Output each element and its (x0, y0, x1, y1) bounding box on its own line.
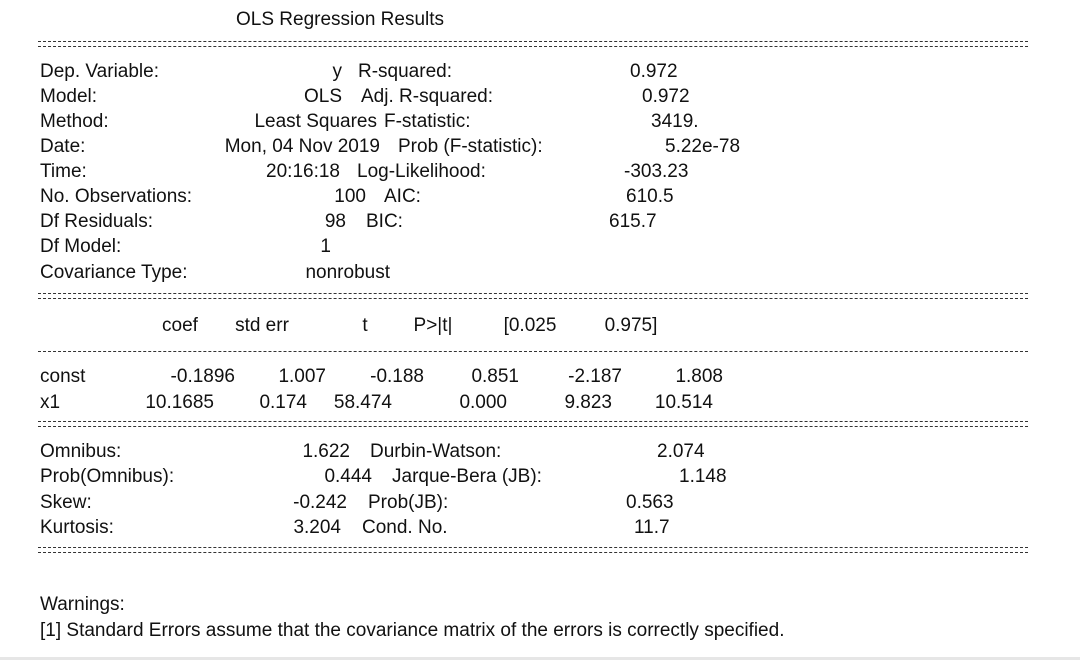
coef-col-header: 0.975] (604, 315, 658, 336)
coef-cell: 9.823 (564, 392, 612, 413)
divider (38, 41, 1028, 47)
header-left-value: y (332, 61, 342, 82)
diag-right-label: Durbin-Watson: (370, 441, 502, 462)
diag-right-value: 2.074 (657, 441, 705, 462)
diag-right-value: 1.148 (679, 466, 727, 487)
header-right-label: Prob (F-statistic): (398, 136, 543, 157)
header-left-label: Model: (40, 86, 98, 107)
header-left-label: Df Residuals: (40, 211, 153, 232)
coef-cell: 1.808 (675, 366, 723, 387)
diag-left-label: Skew: (40, 492, 92, 513)
header-right-value: 615.7 (609, 211, 657, 232)
coef-col-header: std err (235, 315, 289, 336)
warning-item: [1] Standard Errors assume that the covariance matrix of the errors is correctly specified. (40, 620, 785, 641)
header-right-label: Adj. R-squared: (361, 86, 494, 107)
coef-cell: 58.474 (333, 392, 392, 413)
divider (38, 421, 1028, 427)
diag-left-label: Prob(Omnibus): (40, 466, 175, 487)
header-left-value: Least Squares (254, 111, 377, 132)
header-left-label: Covariance Type: (40, 262, 188, 283)
header-right-label: BIC: (366, 211, 403, 232)
coef-row-name: const (40, 366, 86, 387)
header-right-label: R-squared: (358, 61, 452, 82)
diag-left-value: 0.444 (324, 466, 372, 487)
header-right-value: 3419. (651, 111, 699, 132)
header-right-label: F-statistic: (384, 111, 471, 132)
header-left-label: No. Observations: (40, 186, 193, 207)
header-left-value: 100 (334, 186, 366, 207)
header-right-label: AIC: (384, 186, 421, 207)
coef-cell: 10.1685 (145, 392, 214, 413)
coef-col-header: [0.025 (503, 315, 557, 336)
header-left-value: 98 (324, 211, 346, 232)
coef-cell: -0.188 (370, 366, 424, 387)
header-right-value: 5.22e-78 (665, 136, 741, 157)
divider (38, 293, 1028, 299)
coef-col-header: coef (162, 315, 198, 336)
diag-right-label: Prob(JB): (368, 492, 449, 513)
header-right-value: 610.5 (626, 186, 674, 207)
diag-left-value: 3.204 (293, 517, 341, 538)
diag-left-value: -0.242 (293, 492, 347, 513)
coef-col-header: P>|t| (413, 315, 453, 336)
header-left-value: 1 (320, 236, 331, 257)
header-left-label: Df Model: (40, 236, 122, 257)
page-title: OLS Regression Results (236, 9, 445, 30)
divider (38, 351, 1028, 352)
diag-left-value: 1.622 (302, 441, 350, 462)
diag-right-label: Cond. No. (362, 517, 448, 538)
header-left-label: Date: (40, 136, 86, 157)
header-right-value: -303.23 (624, 161, 689, 182)
diag-right-value: 0.563 (626, 492, 674, 513)
coef-cell: 0.851 (471, 366, 519, 387)
diag-right-label: Jarque-Bera (JB): (392, 466, 542, 487)
header-right-label: Log-Likelihood: (357, 161, 486, 182)
header-left-label: Method: (40, 111, 109, 132)
diag-right-value: 11.7 (634, 517, 670, 538)
coef-cell: 0.000 (459, 392, 507, 413)
header-left-value: 20:16:18 (266, 161, 340, 182)
header-left-value: Mon, 04 Nov 2019 (224, 136, 380, 157)
coef-cell: 10.514 (654, 392, 713, 413)
header-left-label: Time: (40, 161, 87, 182)
coef-cell: 0.174 (259, 392, 307, 413)
warnings-heading: Warnings: (40, 594, 125, 615)
coef-row-name: x1 (40, 392, 61, 413)
header-right-value: 0.972 (630, 61, 678, 82)
coef-cell: -0.1896 (170, 366, 235, 387)
coef-cell: 1.007 (278, 366, 326, 387)
diag-left-label: Kurtosis: (40, 517, 114, 538)
diag-left-label: Omnibus: (40, 441, 122, 462)
header-left-label: Dep. Variable: (40, 61, 159, 82)
divider (38, 547, 1028, 553)
coef-col-header: t (362, 315, 368, 336)
header-left-value: nonrobust (305, 262, 390, 283)
header-left-value: OLS (303, 86, 342, 107)
header-right-value: 0.972 (642, 86, 690, 107)
coef-cell: -2.187 (568, 366, 622, 387)
